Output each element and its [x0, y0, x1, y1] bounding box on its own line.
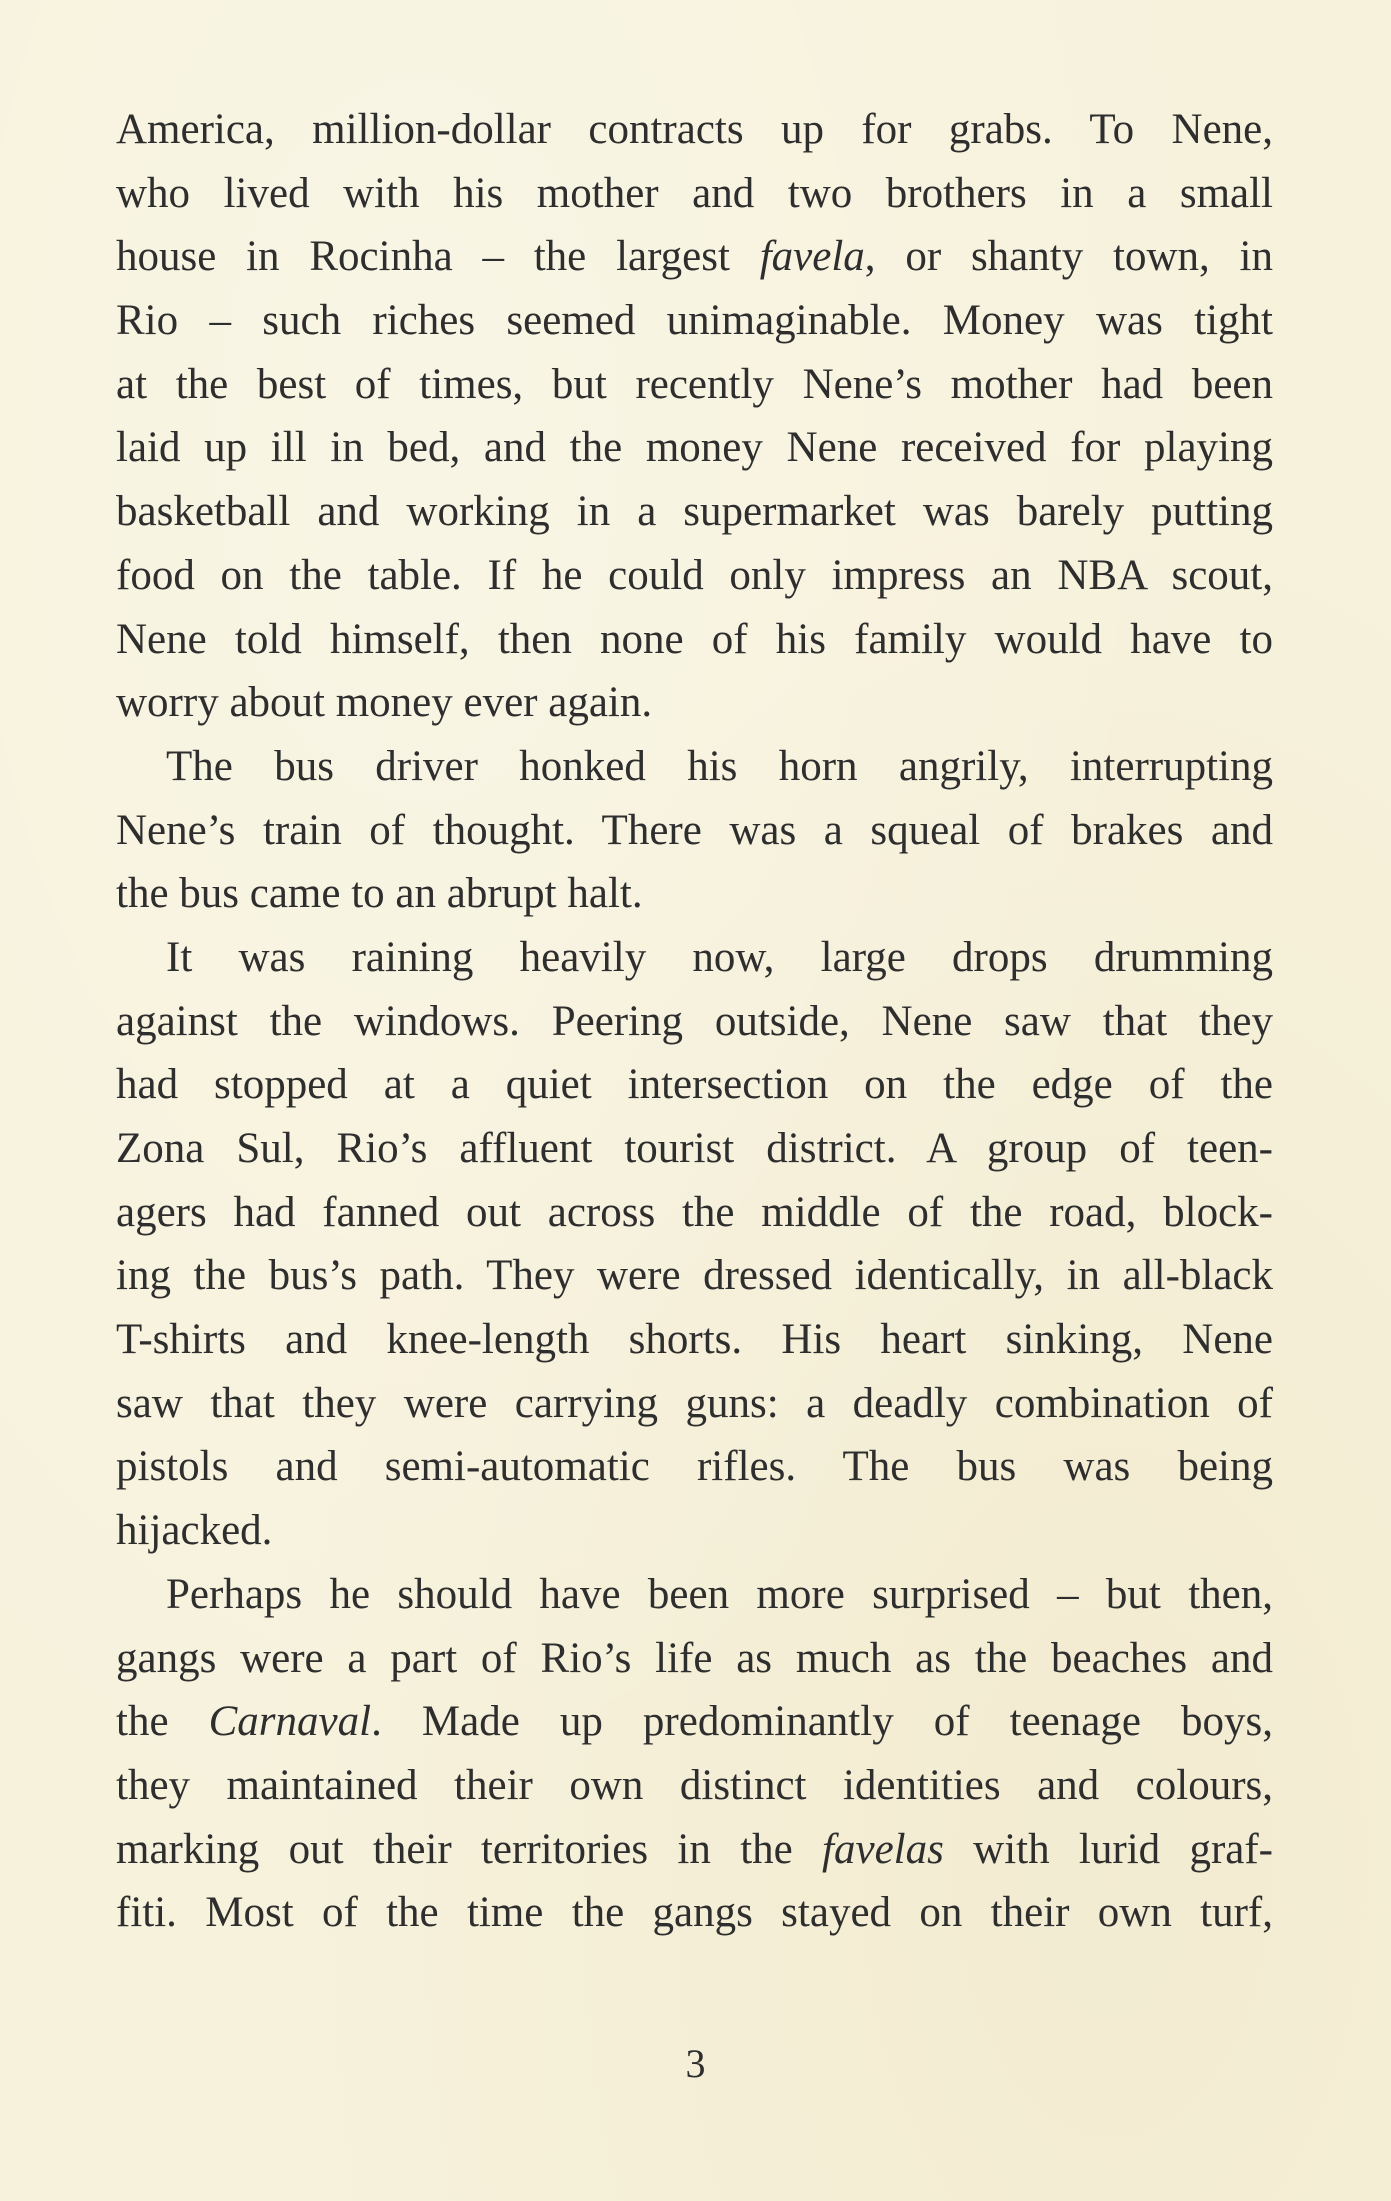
text-line: ing the bus’s path. They were dressed identically, in all-black: [116, 1252, 1273, 1300]
text-line: worry about money ever again.: [116, 679, 653, 727]
text-line: at the best of times, but recently Nene’s mother had been: [116, 360, 1273, 408]
text-run: with lurid graf-: [943, 1825, 1273, 1873]
text-line: hijacked.: [116, 1507, 273, 1555]
text-line: America, million-dollar contracts up for grabs. To Nene,: [116, 106, 1273, 153]
text-line: Nene’s train of thought. There was a squeal of brakes and: [116, 806, 1273, 854]
page-number: 3: [685, 2041, 706, 2086]
text-line: T-shirts and knee-length shorts. His heart sinking, Nene: [116, 1316, 1273, 1364]
text-line: pistols and semi-automatic rifles. The bus was being: [116, 1443, 1273, 1491]
text-line: [116, 1690, 1273, 1754]
text-run: the: [116, 1698, 209, 1746]
text-line: The bus driver honked his horn angrily, interrupting: [166, 742, 1273, 790]
text-line: food on the table. If he could only impress an NBA scout,: [116, 551, 1273, 599]
text-line: It was raining heavily now, large drops drumming: [166, 933, 1273, 981]
text-line: they maintained their own distinct identities and colours,: [116, 1761, 1273, 1809]
text-line: agers had fanned out across the middle of the road, block-: [116, 1188, 1273, 1236]
body-text: [116, 98, 1273, 1945]
text-run: marking out their territories in the: [116, 1825, 823, 1873]
text-run: , or shanty town, in: [864, 233, 1273, 281]
text-line: Zona Sul, Rio’s affluent tourist district. A group of teen-: [116, 1125, 1273, 1172]
text-run: house in Rocinha – the largest: [116, 233, 760, 281]
text-line: had stopped at a quiet intersection on the edge of the: [116, 1061, 1273, 1109]
text-line: against the windows. Peering outside, Nene saw that they: [116, 997, 1273, 1045]
text-line: fiti. Most of the time the gangs stayed on their own turf,: [116, 1889, 1273, 1937]
italic-term-favelas: favelas: [822, 1825, 944, 1873]
text-line: [116, 225, 1273, 289]
text-line: gangs were a part of Rio’s life as much as the beaches and: [116, 1634, 1273, 1682]
text-line: the bus came to an abrupt halt.: [116, 870, 643, 918]
italic-term-carnaval: Carnaval: [208, 1698, 372, 1746]
text-line: who lived with his mother and two brothers in a small: [116, 169, 1273, 217]
text-run: . Made up predominantly of teenage boys,: [371, 1698, 1273, 1746]
text-line: basketball and working in a supermarket was barely putting: [116, 488, 1273, 536]
text-line: Perhaps he should have been more surprised – but then,: [166, 1570, 1273, 1618]
italic-term-favela: favela: [759, 233, 865, 281]
text-line: [116, 1818, 1273, 1882]
text-line: Nene told himself, then none of his family would have to: [116, 615, 1273, 663]
text-line: laid up ill in bed, and the money Nene received for playing: [116, 424, 1273, 472]
text-line: saw that they were carrying guns: a deadly combination of: [116, 1379, 1273, 1427]
text-line: Rio – such riches seemed unimaginable. Money was tight: [116, 297, 1273, 345]
